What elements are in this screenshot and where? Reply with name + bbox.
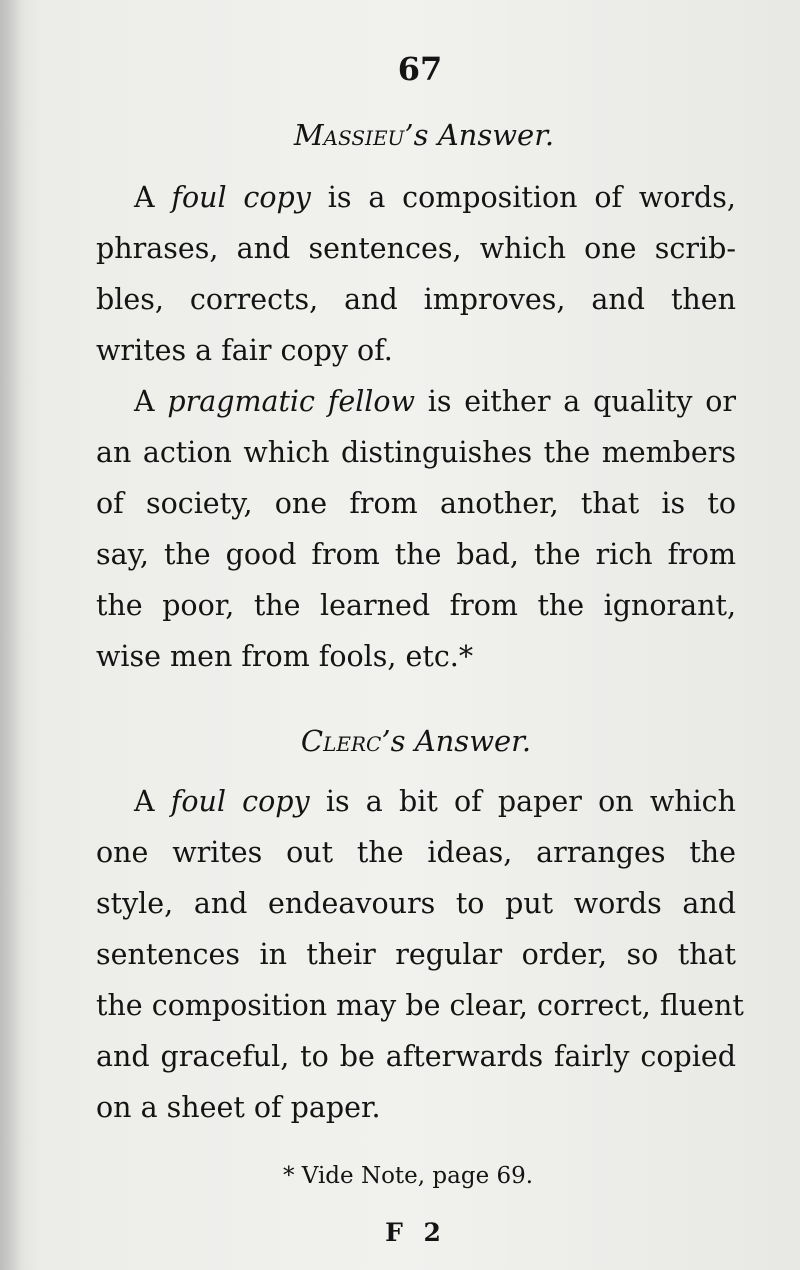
paragraph-line: style, and endeavours to put words and: [96, 887, 736, 920]
term-foul-copy: foul copy: [170, 785, 310, 818]
paragraph-line: A pragmatic fellow is either a quality or: [134, 385, 736, 418]
massieu-heading: [0, 118, 800, 152]
paragraph-line: the composition may be clear, correct, fluent: [96, 989, 744, 1022]
term-pragmatic-fellow: pragmatic fellow: [167, 385, 415, 418]
signature-mark: F 2: [385, 1218, 447, 1247]
paragraph-line: bles, corrects, and improves, and then: [96, 283, 736, 316]
massieu-answer-text: [96, 172, 736, 682]
paragraph-line: phrases, and sentences, which one scrib-: [96, 232, 736, 265]
paragraph-line: an action which distinguishes the members: [96, 436, 736, 469]
clerc-heading-suffix: ’s: [381, 724, 406, 758]
clerc-answer-text: [96, 776, 744, 1133]
massieu-heading-suffix: ’s: [404, 118, 429, 152]
paragraph-line: of society, one from another, that is to: [96, 487, 736, 520]
paragraph-line: one writes out the ideas, arranges the: [96, 836, 736, 869]
footnote: * Vide Note, page 69.: [282, 1163, 534, 1189]
paragraph-line: wise men from fools, etc.*: [96, 640, 474, 673]
paragraph-line: sentences in their regular order, so that: [96, 938, 736, 971]
paragraph-line: A foul copy is a bit of paper on which: [134, 785, 736, 818]
page-gutter-shadow: [0, 0, 22, 1270]
clerc-heading-name: Clerc: [300, 724, 382, 758]
term-foul-copy: foul copy: [171, 181, 311, 214]
paragraph-line: and graceful, to be afterwards fairly copied: [96, 1040, 736, 1073]
clerc-heading: [0, 724, 800, 758]
paragraph-line: the poor, the learned from the ignorant,: [96, 589, 736, 622]
clerc-heading-word: Answer.: [414, 724, 532, 758]
page-number: 67: [397, 50, 443, 88]
paragraph-line: writes a fair copy of.: [96, 334, 393, 367]
paragraph-line: say, the good from the bad, the rich from: [96, 538, 736, 571]
massieu-heading-word: Answer.: [437, 118, 555, 152]
paragraph-line: A foul copy is a composition of words,: [134, 181, 736, 214]
paragraph-line: on a sheet of paper.: [96, 1091, 381, 1124]
massieu-heading-name: Massieu: [293, 118, 405, 152]
